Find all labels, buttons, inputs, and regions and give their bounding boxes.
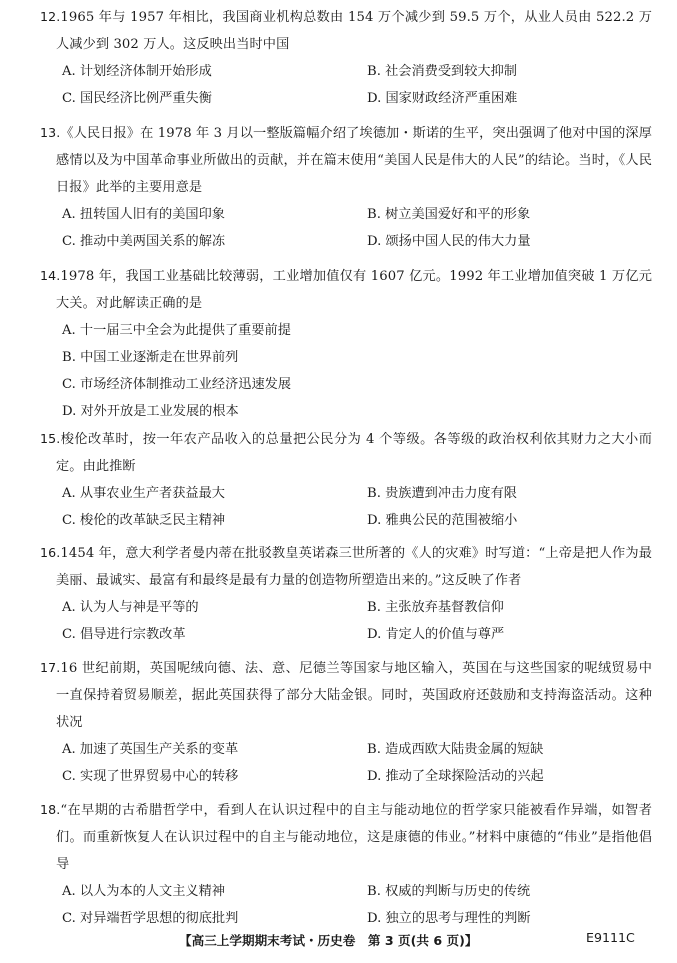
option-c[interactable]: C. 倡导进行宗教改革: [62, 627, 186, 642]
options: [40, 736, 652, 790]
question-number: 14.: [40, 268, 61, 283]
options: [40, 878, 652, 932]
option-b[interactable]: B. 主张放弃基督教信仰: [367, 600, 504, 615]
option-a[interactable]: A. 认为人与神是平等的: [62, 600, 199, 615]
options: [40, 201, 652, 255]
option-a[interactable]: A. 十一届三中全会为此提供了重要前提: [62, 323, 291, 338]
page-footer: [0, 928, 677, 952]
question-number: 12.: [40, 9, 61, 24]
question-stem: [40, 654, 652, 736]
question-number: 13.: [40, 125, 61, 140]
option-b[interactable]: B. 贵族遭到冲击力度有限: [367, 486, 517, 501]
option-d[interactable]: D. 推动了全球探险活动的兴起: [367, 769, 544, 784]
option-d[interactable]: D. 颂扬中国人民的伟大力量: [367, 234, 531, 249]
question-13: [40, 119, 652, 255]
option-a[interactable]: A. 扭转国人旧有的美国印象: [62, 207, 225, 222]
question-14: [40, 262, 652, 425]
question-text: 梭伦改革时，按一年农产品收入的总量把公民分为 4 个等级。各等级的政治权利依其财力之大小而定。由此推断: [56, 432, 652, 474]
option-a[interactable]: A. 以人为本的人文主义精神: [62, 884, 225, 899]
option-d[interactable]: D. 肯定人的价值与尊严: [367, 627, 505, 642]
options: [40, 58, 652, 112]
question-stem: [40, 796, 652, 878]
question-text: “在早期的古希腊哲学中，看到人在认识过程中的自主与能动地位的哲学家只能被看作异端，如智者们。而重新恢复人在认识过程中的自主与能动地位，这是康德的伟业。”材料中康德的“伟业”是指他倡导: [56, 803, 652, 872]
option-c[interactable]: C. 对异端哲学思想的彻底批判: [62, 911, 239, 926]
question-stem: [40, 425, 652, 480]
question-text: 《人民日报》在 1978 年 3 月以一整版篇幅介绍了埃德加・斯诺的生平，突出强调了他对中国的深厚感情以及为中国革命事业所做出的贡献，并在篇末使用“美国人民是伟大的人民”的结论。当时，《人民日报》此举的主要用意是: [56, 126, 652, 195]
options: [40, 480, 652, 534]
question-stem: [40, 539, 652, 594]
option-d[interactable]: D. 国家财政经济严重困难: [367, 91, 518, 106]
option-a[interactable]: A. 计划经济体制开始形成: [62, 64, 212, 79]
question-12: [40, 3, 652, 112]
paper-code: E9111C: [586, 930, 635, 945]
question-text: 16 世纪前期，英国呢绒向德、法、意、尼德兰等国家与地区输入，英国在与这些国家的呢绒贸易中一直保持着贸易顺差，据此英国获得了部分大陆金银。同时，英国政府还鼓励和支持海盗活动。这种状况: [56, 661, 652, 730]
option-b[interactable]: B. 社会消费受到较大抑制: [367, 64, 517, 79]
question-number: 16.: [40, 545, 61, 560]
question-number: 15.: [40, 431, 61, 446]
question-17: [40, 654, 652, 790]
option-c[interactable]: C. 市场经济体制推动工业经济迅速发展: [62, 377, 292, 392]
option-a[interactable]: A. 从事农业生产者获益最大: [62, 486, 225, 501]
question-16: [40, 539, 652, 648]
option-c[interactable]: C. 梭伦的改革缺乏民主精神: [62, 513, 226, 528]
option-d[interactable]: D. 雅典公民的范围被缩小: [367, 513, 518, 528]
option-b[interactable]: B. 树立美国爱好和平的形象: [367, 207, 531, 222]
question-18: [40, 796, 652, 932]
question-number: 17.: [40, 660, 61, 675]
question-stem: [40, 119, 652, 201]
option-d[interactable]: D. 对外开放是工业发展的根本: [62, 404, 239, 419]
option-b[interactable]: B. 中国工业逐渐走在世界前列: [62, 350, 239, 365]
option-d[interactable]: D. 独立的思考与理性的判断: [367, 911, 531, 926]
footer-title: 【高三上学期期末考试・历史卷 第 3 页(共 6 页)】: [179, 933, 478, 948]
option-c[interactable]: C. 国民经济比例严重失衡: [62, 91, 212, 106]
option-c[interactable]: C. 实现了世界贸易中心的转移: [62, 769, 239, 784]
options: [40, 317, 652, 425]
question-number: 18.: [40, 802, 61, 817]
option-b[interactable]: B. 造成西欧大陆贵金属的短缺: [367, 742, 544, 757]
option-c[interactable]: C. 推动中美两国关系的解冻: [62, 234, 226, 249]
question-stem: [40, 3, 652, 58]
question-text: 1454 年，意大利学者曼内蒂在批驳教皇英诺森三世所著的《人的灾难》时写道：“上帝是把人作为最美丽、最诚实、最富有和最终是最有力量的创造物所塑造出来的。”这反映了作者: [56, 546, 652, 588]
question-15: [40, 425, 652, 534]
options: [40, 594, 652, 648]
question-stem: [40, 262, 652, 317]
question-text: 1978 年，我国工业基础比较薄弱，工业增加值仅有 1607 亿元。1992 年工业增加值突破 1 万亿元大关。对此解读正确的是: [56, 269, 652, 311]
option-b[interactable]: B. 权威的判断与历史的传统: [367, 884, 531, 899]
question-text: 1965 年与 1957 年相比，我国商业机构总数由 154 万个减少到 59.5 万个，从业人员由 522.2 万人减少到 302 万人。这反映出当时中国: [56, 10, 652, 52]
option-a[interactable]: A. 加速了英国生产关系的变革: [62, 742, 239, 757]
